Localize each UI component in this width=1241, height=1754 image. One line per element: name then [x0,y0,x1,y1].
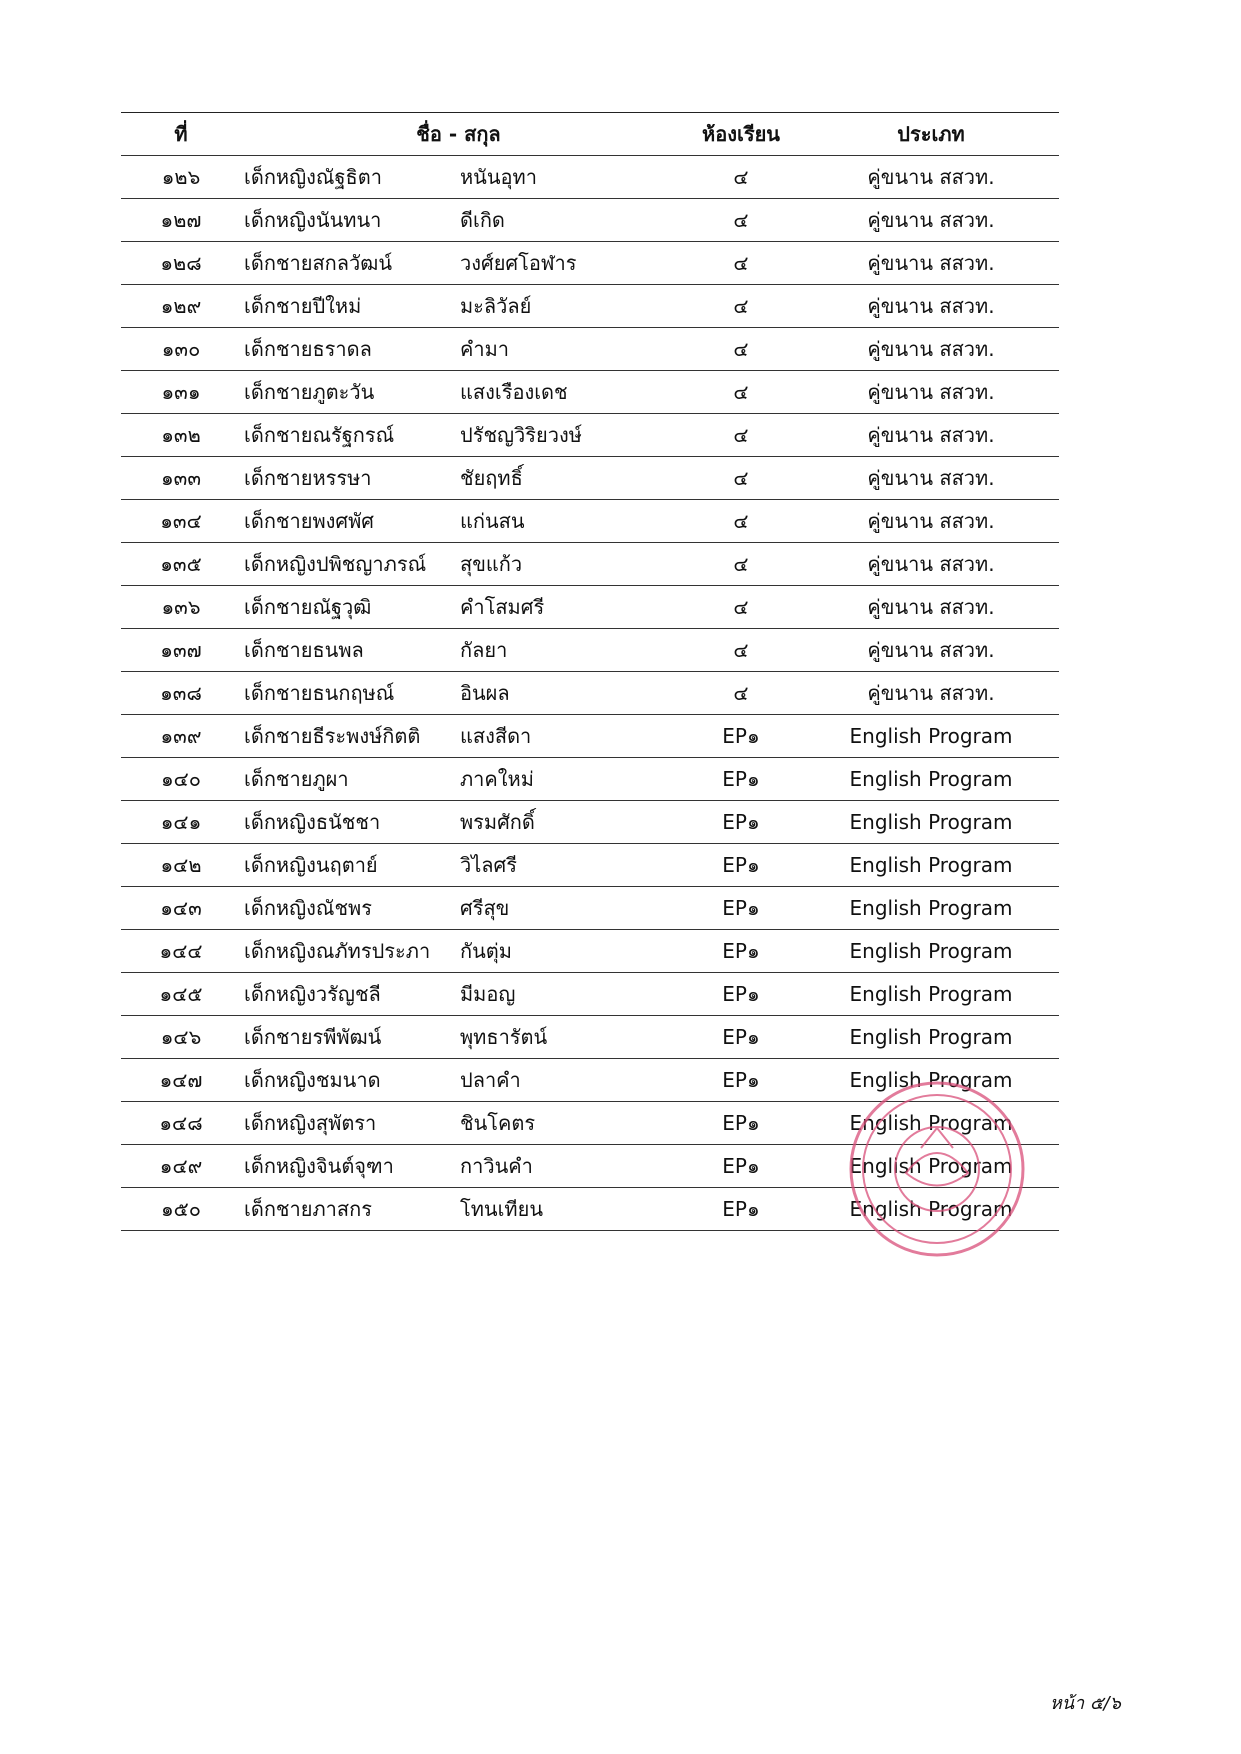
student-last-name: ศรีสุข [460,896,510,920]
student-first-name: เด็กชายณรัฐกรณ์ [244,423,395,447]
type-cell: English Program [849,1025,1013,1049]
student-last-name: กาวินคำ [460,1154,533,1178]
student-first-name: เด็กหญิงณัฐธิตา [244,165,382,189]
room-cell: ๔ [733,466,749,490]
room-cell: ๔ [733,595,749,619]
row-number: ๑๒๗ [160,208,202,232]
student-last-name: ดีเกิด [460,208,505,232]
student-first-name: เด็กหญิงนฤตาย์ [244,853,378,877]
room-cell: ๔ [733,165,749,189]
student-last-name: สุขแก้ว [460,552,523,576]
room-cell: ๔ [733,552,749,576]
table-row [121,156,1059,199]
room-cell: ๔ [733,380,749,404]
student-last-name: อินผล [460,681,510,705]
student-last-name: คำมา [460,337,510,361]
row-number: ๑๔๕ [159,982,203,1006]
student-last-name: พุทธารัตน์ [460,1025,548,1049]
table-row [121,500,1059,543]
student-first-name: เด็กชายหรรษา [244,466,372,490]
table-row [121,457,1059,500]
page-number: หน้า ๕/๖ [1049,1693,1121,1714]
table-row [121,1059,1059,1102]
room-cell: ๔ [733,638,749,662]
row-number: ๑๓๔ [160,509,202,533]
type-cell: คู่ขนาน สสวท. [867,638,995,662]
type-cell: คู่ขนาน สสวท. [867,552,995,576]
student-first-name: เด็กชายธราดล [244,337,372,361]
student-last-name: กัลยา [460,638,508,662]
type-cell: คู่ขนาน สสวท. [867,208,995,232]
student-first-name: เด็กชายธนพล [244,638,364,662]
student-first-name: เด็กชายภูตะวัน [244,380,375,404]
room-cell: EP๑ [722,1068,760,1092]
table-row [121,887,1059,930]
table-row [121,1145,1059,1188]
room-cell: EP๑ [722,982,760,1006]
student-first-name: เด็กหญิงธนัชชา [244,810,381,834]
type-cell: English Program [849,896,1013,920]
table-header-row [121,113,1059,156]
room-cell: EP๑ [722,1111,760,1135]
student-first-name: เด็กชายปีใหม่ [244,294,362,318]
table-row [121,328,1059,371]
student-first-name: เด็กหญิงวรัญชลี [244,982,381,1006]
type-cell: คู่ขนาน สสวท. [867,294,995,318]
table-row [121,543,1059,586]
student-last-name: โทนเทียน [460,1197,544,1221]
row-number: ๑๔๙ [159,1154,203,1178]
type-cell: English Program [849,810,1013,834]
row-number: ๑๒๖ [161,165,201,189]
row-number: ๑๓๗ [160,638,202,662]
room-cell: EP๑ [722,810,760,834]
room-cell: EP๑ [722,896,760,920]
type-cell: English Program [849,939,1013,963]
student-first-name: เด็กชายธีระพงษ์กิตติ [244,724,421,748]
student-first-name: เด็กชายภาสกร [244,1197,372,1221]
student-last-name: มะลิวัลย์ [460,294,532,318]
row-number: ๑๓๘ [160,681,202,705]
table-row [121,930,1059,973]
student-first-name: เด็กหญิงจินต์จุฑา [244,1154,394,1178]
header-room: ห้องเรียน [702,122,780,146]
type-cell: English Program [849,853,1013,877]
student-first-name: เด็กชายรพีพัฒน์ [244,1025,382,1049]
type-cell: คู่ขนาน สสวท. [867,466,995,490]
student-last-name: คำโสมศรี [460,595,545,619]
header-name: ชื่อ - สกุล [416,122,501,146]
table-body [121,156,1059,1231]
row-number: ๑๔๒ [160,853,202,877]
room-cell: EP๑ [722,767,760,791]
student-last-name: แสงเรืองเดช [460,380,568,404]
student-last-name: กันตุ่ม [460,939,512,963]
type-cell: English Program [849,1197,1013,1221]
student-first-name: เด็กหญิงณัชพร [244,896,372,920]
student-first-name: เด็กหญิงนันทนา [244,208,382,232]
room-cell: ๔ [733,509,749,533]
row-number: ๑๔๗ [159,1068,203,1092]
row-number: ๑๒๘ [160,251,202,275]
type-cell: คู่ขนาน สสวท. [867,681,995,705]
student-last-name: ปรัชญวิริยวงษ์ [460,423,582,447]
row-number: ๑๒๙ [160,294,202,318]
room-cell: EP๑ [722,1154,760,1178]
room-cell: EP๑ [722,939,760,963]
student-first-name: เด็กชายณัฐวุฒิ [244,595,372,619]
type-cell: English Program [849,982,1013,1006]
table-row [121,844,1059,887]
student-first-name: เด็กชายสกลวัฒน์ [244,251,392,275]
student-first-name: เด็กหญิงณภัทรประภา [244,939,431,963]
table-row [121,629,1059,672]
student-last-name: หนันอุทา [460,165,537,189]
row-number: ๑๔๔ [159,939,203,963]
student-first-name: เด็กหญิงชมนาด [244,1068,381,1092]
student-first-name: เด็กหญิงปพิชญาภรณ์ [244,552,427,576]
row-number: ๑๔๖ [160,1025,202,1049]
row-number: ๑๔๓ [160,896,202,920]
table-row [121,1016,1059,1059]
header-type: ประเภท [897,122,965,146]
table-row [121,973,1059,1016]
student-first-name: เด็กหญิงสุพัตรา [244,1111,377,1135]
table-row [121,672,1059,715]
student-last-name: แก่นสน [460,509,525,533]
row-number: ๑๓๐ [161,337,201,361]
type-cell: คู่ขนาน สสวท. [867,509,995,533]
type-cell: คู่ขนาน สสวท. [867,165,995,189]
row-number: ๑๓๖ [161,595,201,619]
table-row [121,199,1059,242]
type-cell: English Program [849,1154,1013,1178]
table-row [121,1188,1059,1231]
table-row [121,586,1059,629]
student-last-name: วิไลศรี [460,853,517,877]
type-cell: คู่ขนาน สสวท. [867,595,995,619]
table-row [121,242,1059,285]
student-last-name: ภาคใหม่ [460,767,534,791]
student-last-name: วงศ์ยศโอฬาร [460,251,577,275]
table-row [121,285,1059,328]
row-number: ๑๓๙ [160,724,202,748]
header-no: ที่ [174,122,188,146]
type-cell: English Program [849,767,1013,791]
room-cell: ๔ [733,423,749,447]
student-first-name: เด็กชายพงศพัศ [244,509,374,533]
student-table [121,112,1059,1231]
type-cell: คู่ขนาน สสวท. [867,251,995,275]
type-cell: English Program [849,724,1013,748]
room-cell: ๔ [733,208,749,232]
row-number: ๑๓๕ [160,552,202,576]
room-cell: ๔ [733,251,749,275]
room-cell: ๔ [733,294,749,318]
row-number: ๑๓๒ [161,423,201,447]
student-last-name: ชินโคตร [460,1111,536,1135]
type-cell: คู่ขนาน สสวท. [867,337,995,361]
row-number: ๑๕๐ [160,1197,202,1221]
student-last-name: แสงสีดา [460,724,532,748]
table-row [121,715,1059,758]
student-first-name: เด็กชายภูผา [244,767,349,791]
row-number: ๑๓๓ [160,466,202,490]
row-number: ๑๔๐ [160,767,202,791]
type-cell: English Program [849,1111,1013,1135]
table-row [121,371,1059,414]
type-cell: คู่ขนาน สสวท. [867,380,995,404]
student-last-name: พรมศักดิ์ [460,810,535,834]
room-cell: ๔ [733,681,749,705]
table-row [121,801,1059,844]
row-number: ๑๓๑ [161,380,201,404]
room-cell: EP๑ [722,1025,760,1049]
student-last-name: ปลาคำ [460,1068,521,1092]
student-first-name: เด็กชายธนกฤษณ์ [244,681,395,705]
row-number: ๑๔๘ [159,1111,203,1135]
row-number: ๑๔๑ [160,810,202,834]
room-cell: EP๑ [722,853,760,877]
student-last-name: ชัยฤทธิ์ [460,466,523,490]
room-cell: EP๑ [722,1197,760,1221]
room-cell: EP๑ [722,724,760,748]
type-cell: English Program [849,1068,1013,1092]
type-cell: คู่ขนาน สสวท. [867,423,995,447]
room-cell: ๔ [733,337,749,361]
table-row [121,758,1059,801]
table-row [121,1102,1059,1145]
student-last-name: มีมอญ [460,982,516,1006]
table-row [121,414,1059,457]
